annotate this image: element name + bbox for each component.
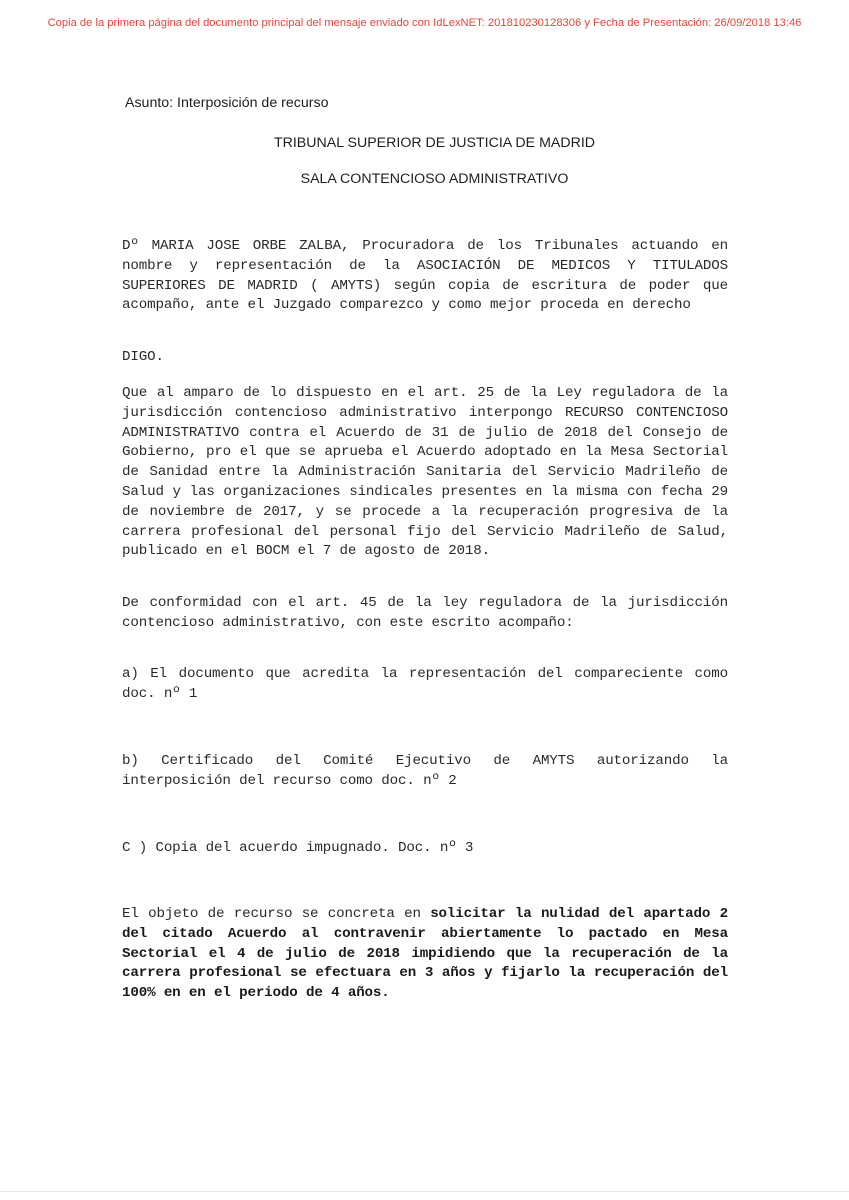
attachment-item-a: a) El documento que acredita la representación del compareciente como doc. nº 1 [122,666,728,702]
attachment-item-b: b) Certificado del Comité Ejecutivo de AMYTS autorizando la interposición del recurso como doc. nº 2 [122,753,728,789]
chamber-heading: SALA CONTENCIOSO ADMINISTRATIVO [300,171,569,187]
object-text-bold: solicitar la nulidad del apartado 2 del citado Acuerdo al contravenir abiertamente lo pactado en Mesa Sectorial el 4 de julio de 2018 impidiendo que la recuperación de la carrera profesional se efectuara en 3 años y fijarlo la recuperación del 100% en en el periodo de 4 años. [122,906,728,1002]
presentation-stamp: Copia de la primera página del documento principal del mensaje enviado con IdLexNET: 201810230128306 y Fecha de Presentación: 26/09/2018 13:46 [47,17,802,29]
digo-heading: DIGO. [122,349,164,365]
page-bottom-edge [0,1191,849,1192]
attachment-item-c: C ) Copia del acuerdo impugnado. Doc. nº 3 [122,840,474,856]
main-paragraph: Que al amparo de lo dispuesto en el art. 25 de la Ley reguladora de la jurisdicción contencioso administrativo interpongo RECURSO CONTENCIOSO ADMINISTRATIVO contra el Acuerdo de 31 de julio de 2018 del Consejo de Gobierno, pro el que se aprueba el Acuerdo adoptado en la Mesa Sectorial de Sanidad entre la Administración Sanitaria del Servicio Madrileño de Salud y las organizaciones sindicales presentes en la misma con fecha 29 de noviembre de 2017, y se procede a la recuperación progresiva de la carrera profesional del personal fijo del Servicio Madrileño de Salud, publicado en el BOCM el 7 de agosto de 2018. [122,385,728,560]
object-paragraph [122,905,728,1004]
intro-paragraph: Dº MARIA JOSE ORBE ZALBA, Procuradora de los Tribunales actuando en nombre y representación de la ASOCIACIÓN DE MEDICOS Y TITULADOS SUPERIORES DE MADRID ( AMYTS) según copia de escritura de poder que acompaño, ante el Juzgado comparezco y como mejor proceda en derecho [122,238,728,314]
conformity-paragraph: De conformidad con el art. 45 de la ley reguladora de la jurisdicción contencioso administrativo, con este escrito acompaño: [122,595,728,631]
court-heading: TRIBUNAL SUPERIOR DE JUSTICIA DE MADRID [273,135,596,151]
object-text-plain: El objeto de recurso se concreta en [122,906,431,922]
subject-line: Asunto: Interposición de recurso [125,95,329,111]
